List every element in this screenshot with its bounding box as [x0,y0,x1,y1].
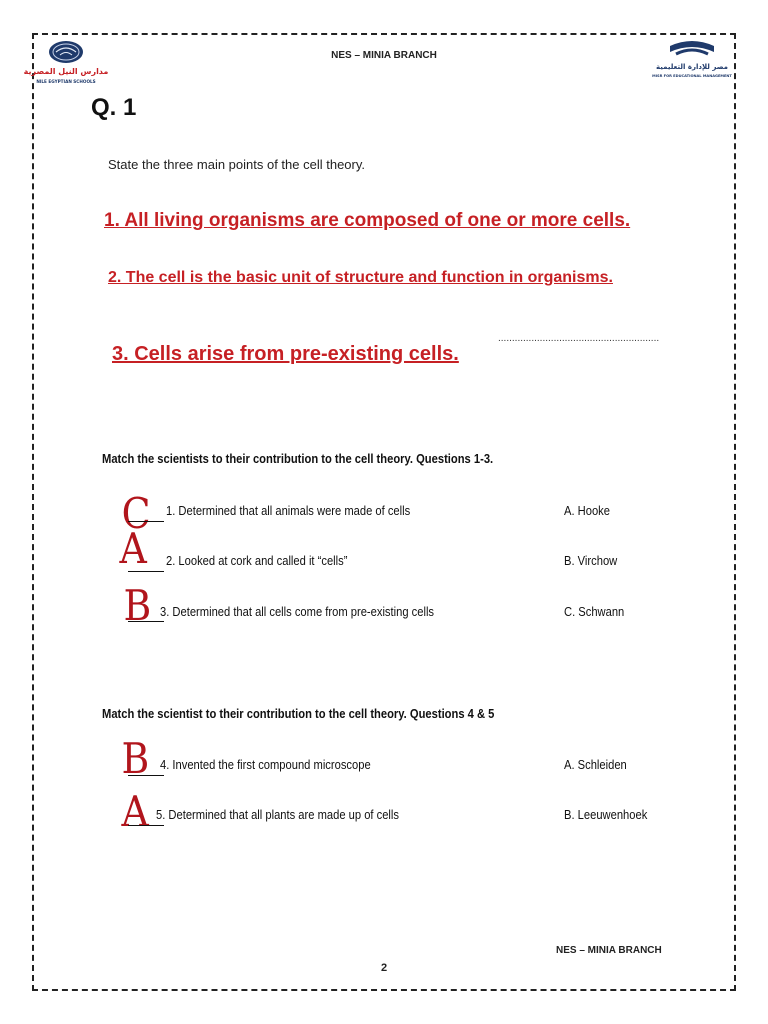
answer-blank-2 [128,570,164,572]
section-1-heading: Match the scientists to their contribution to the cell theory. Questions 1-3. [102,451,494,466]
page-number: 2 [380,962,388,974]
handwritten-answer-1: C [121,489,151,538]
answer-1: 1. All living organisms are composed of one or more cells. [104,210,631,231]
handwritten-answer-4: B [121,734,150,783]
answer-blank-5 [128,824,164,826]
question-prompt: State the three main points of the cell theory. [108,157,366,172]
question-label: Q. 1 [91,94,137,121]
handwritten-answer-2: A [119,524,147,573]
footer-branch: NES – MINIA BRANCH [556,945,662,956]
matching-item-5: 5. Determined that all plants are made up of cells [156,807,399,822]
matching-item-4: 4. Invented the first compound microscope [160,757,371,772]
answer-blank-3 [128,620,164,622]
matching-item-1: 1. Determined that all animals were made of cells [166,503,411,518]
section-2-heading: Match the scientist to their contribution to the cell theory. Questions 4 & 5 [102,706,495,721]
svg-text:مدارس النيل المصرية: مدارس النيل المصرية [23,67,109,76]
answer-2: 2. The cell is the basic unit of structure and function in organisms. [108,269,613,286]
answer-blank-4 [128,774,164,776]
option-c-schwann: C. Schwann [564,604,625,619]
nile-egyptian-schools-logo [23,38,109,88]
svg-text:MISR FOR EDUCATIONAL MANAGEMEN: MISR FOR EDUCATIONAL MANAGEMENT [652,74,732,78]
option-b-leeuwenhoek: B. Leeuwenhoek [564,807,648,822]
handwritten-answer-5: A [121,787,149,836]
svg-text:NILE EGYPTIAN SCHOOLS: NILE EGYPTIAN SCHOOLS [36,79,96,84]
header-title: NES – MINIA BRANCH [331,50,437,61]
option-a-schleiden: A. Schleiden [564,757,627,772]
svg-text:مصر للإدارة التعليمية: مصر للإدارة التعليمية [656,63,728,71]
answer-3: 3. Cells arise from pre-existing cells. [112,343,459,365]
answer-blank-1 [128,520,164,522]
matching-item-3: 3. Determined that all cells come from pre-existing cells [160,604,435,619]
option-b-virchow: B. Virchow [564,553,618,568]
handwritten-answer-3: B [123,581,152,630]
matching-item-2: 2. Looked at cork and called it “cells” [166,553,348,568]
dotted-answer-line: .......................................................... [498,333,660,344]
option-a-hooke: A. Hooke [564,503,610,518]
